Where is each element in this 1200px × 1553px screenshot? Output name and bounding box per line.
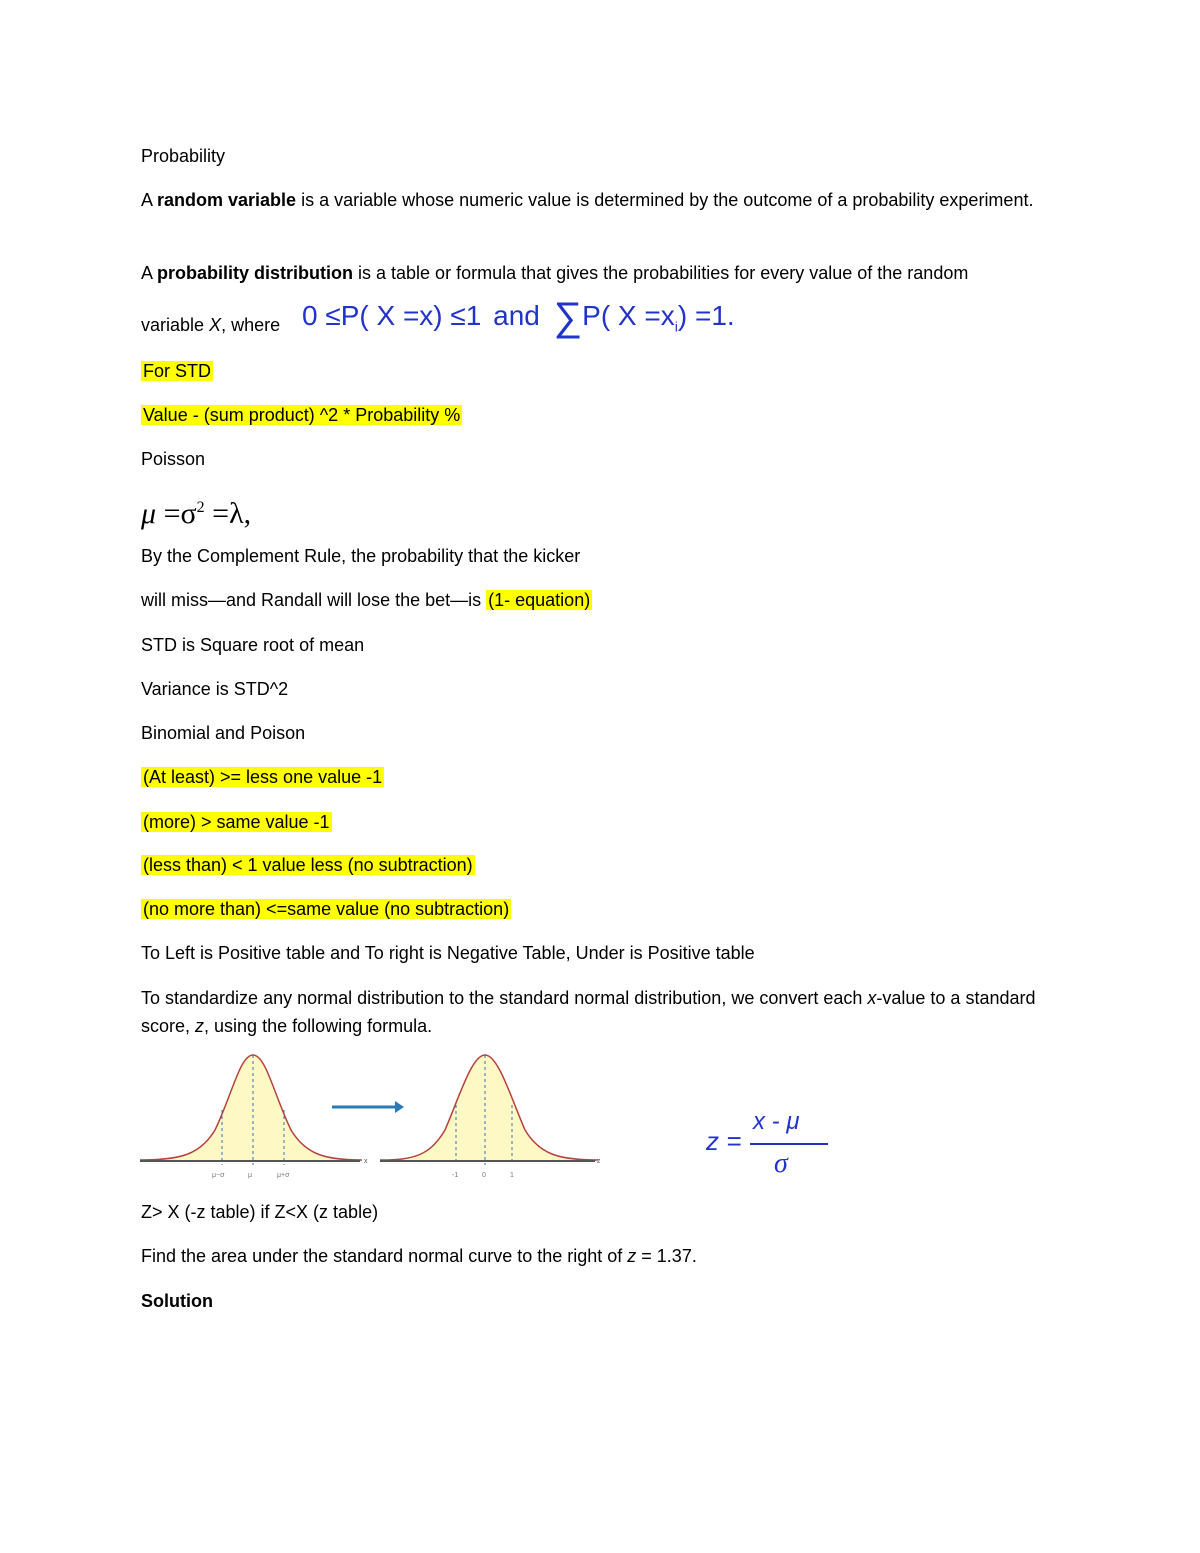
fraction-bar: [750, 1143, 828, 1145]
left-tick-label: μ−σ: [212, 1172, 225, 1179]
right-tick-label: -1: [452, 1172, 459, 1179]
right-axis-label: z: [597, 1158, 601, 1165]
probability-distribution-term: probability distribution: [157, 263, 354, 283]
find-area-question: Find the area under the standard normal curve to the right of z = 1.37.: [141, 1246, 697, 1266]
right-tick-label: 1: [510, 1172, 514, 1179]
normal-curve-left: [140, 1055, 368, 1179]
complement-rule-line1: By the Complement Rule, the probability that the kicker: [141, 546, 581, 566]
arrow-right-icon: [332, 1101, 404, 1113]
poisson-formula: $\mu =\sigma^2 =\lambda$,: [141, 497, 252, 530]
poisson-heading: Poisson: [141, 449, 206, 469]
normal-curve-right: [380, 1055, 601, 1179]
left-tick-label: μ: [248, 1172, 253, 1179]
normal-distribution-figure: [140, 1050, 605, 1185]
rule-no-more-than: (no more than) <=same value (no subtraction): [143, 899, 510, 919]
solution-heading: Solution: [141, 1291, 213, 1311]
left-tick-label: μ+σ: [277, 1172, 290, 1179]
rule-at-least: (At least) >= less one value -1: [143, 767, 383, 787]
variance-note: Variance is STD^2: [141, 679, 289, 699]
std-sqrt-note: STD is Square root of mean: [141, 635, 365, 655]
rule-more: (more) > same value -1: [143, 812, 330, 832]
standardize-paragraph: To standardize any normal distribution to the standard normal distribution, we convert each x-value to a standard score, z, using the following formula.: [141, 988, 1036, 1036]
z-table-rule: Z> X (-z table) if Z<X (z table): [141, 1202, 379, 1222]
rule-less-than: (less than) < 1 value less (no subtraction): [143, 855, 473, 875]
probability-constraint-formula: 0 ≤P( X =x) ≤1 and ∑P( $X =x_i) =1$.: [302, 295, 735, 339]
random-variable-term: random variable: [157, 190, 297, 210]
for-std-label: For STD: [143, 361, 212, 381]
random-variable-definition: A random variable is a variable whose numeric value is determined by the outcome of a probability experiment.: [141, 190, 1034, 210]
binomial-poison-heading: Binomial and Poison: [141, 723, 306, 743]
probability-distribution-definition: A probability distribution is a table or formula that gives the probabilities for every value of the random: [141, 263, 969, 283]
table-direction-rule: To Left is Positive table and To right is Negative Table, Under is Positive table: [141, 943, 755, 963]
right-tick-label: 0: [482, 1172, 486, 1179]
left-axis-label: x: [364, 1158, 368, 1165]
complement-rule-line2: will miss—and Randall will lose the bet—is (1- equation): [141, 590, 591, 610]
probability-distribution-line2: variable X, where: [141, 315, 281, 335]
page-title: Probability: [141, 146, 226, 166]
value-formula: Value - (sum product) ^2 * Probability %: [143, 405, 461, 425]
